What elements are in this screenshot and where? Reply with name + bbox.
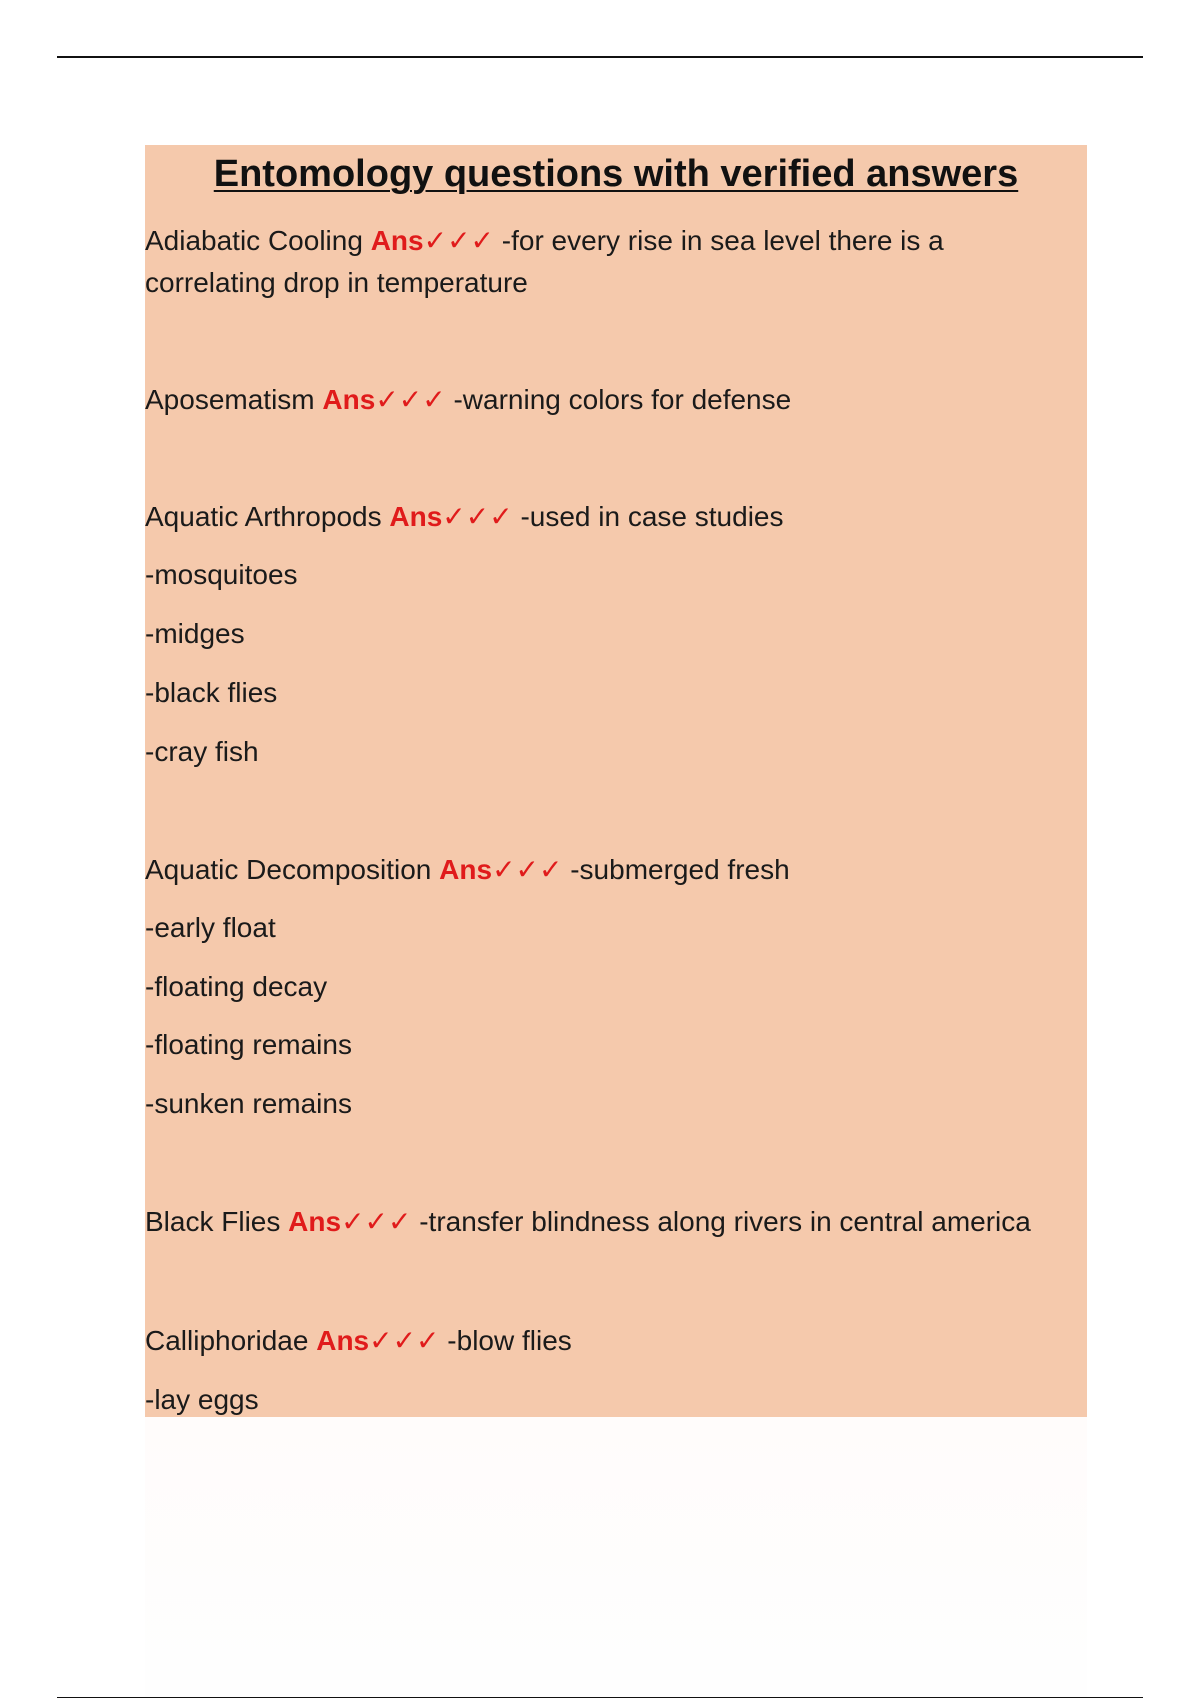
entry-black-flies: [145, 1201, 1105, 1243]
list-item: -midges: [145, 618, 245, 649]
check-mark-icon: ✓✓✓: [341, 1206, 412, 1237]
ans-label: Ans: [316, 1325, 370, 1356]
entry-calliphoridae: [145, 1320, 1105, 1362]
definition: -warning colors for defense: [445, 384, 792, 415]
check-mark-icon: ✓✓✓: [423, 225, 494, 256]
ans-label: Ans: [288, 1206, 342, 1237]
check-mark-icon: ✓✓✓: [442, 501, 513, 532]
ans-label: Ans: [370, 225, 424, 256]
entry-aposematism: [145, 379, 1105, 421]
list-item: -mosquitoes: [145, 559, 298, 590]
list-item: -cray fish: [145, 736, 259, 767]
list-item: -sunken remains: [145, 1088, 352, 1119]
list-item: -floating decay: [145, 971, 328, 1002]
list-item: -floating remains: [145, 1029, 352, 1060]
list-item: -lay eggs: [145, 1384, 259, 1415]
check-mark-icon: ✓✓✓: [492, 854, 563, 885]
term: Aposematism: [145, 384, 323, 415]
ans-label: Ans: [389, 501, 443, 532]
check-mark-icon: ✓✓✓: [375, 384, 446, 415]
list-item: -black flies: [145, 677, 278, 708]
term: Black Flies: [145, 1206, 289, 1237]
term: Aquatic Arthropods: [145, 501, 390, 532]
ans-label: Ans: [439, 854, 493, 885]
footer-rule: [57, 1697, 1143, 1698]
list-item: -early float: [145, 912, 276, 943]
term: Calliphoridae: [145, 1325, 317, 1356]
ans-label: Ans: [322, 384, 376, 415]
definition: -blow flies: [439, 1325, 572, 1356]
definition: -transfer blindness along rivers in central america: [411, 1206, 1031, 1237]
blank-page-area: [145, 1417, 1087, 1697]
term: Adiabatic Cooling: [145, 225, 371, 256]
entry-aquatic-decomposition: [145, 849, 1105, 891]
entry-continuation: correlating drop in temperature: [145, 267, 528, 298]
definition: -used in case studies: [512, 501, 784, 532]
entry-adiabatic-cooling: [145, 220, 1105, 262]
header-rule: [57, 56, 1143, 58]
term: Aquatic Decomposition: [145, 854, 440, 885]
definition: -for every rise in sea level there is a: [494, 225, 944, 256]
document-title: Entomology questions with verified answers: [213, 153, 1019, 195]
definition: -submerged fresh: [562, 854, 790, 885]
check-mark-icon: ✓✓✓: [369, 1325, 440, 1356]
entry-aquatic-arthropods: [145, 496, 1105, 538]
